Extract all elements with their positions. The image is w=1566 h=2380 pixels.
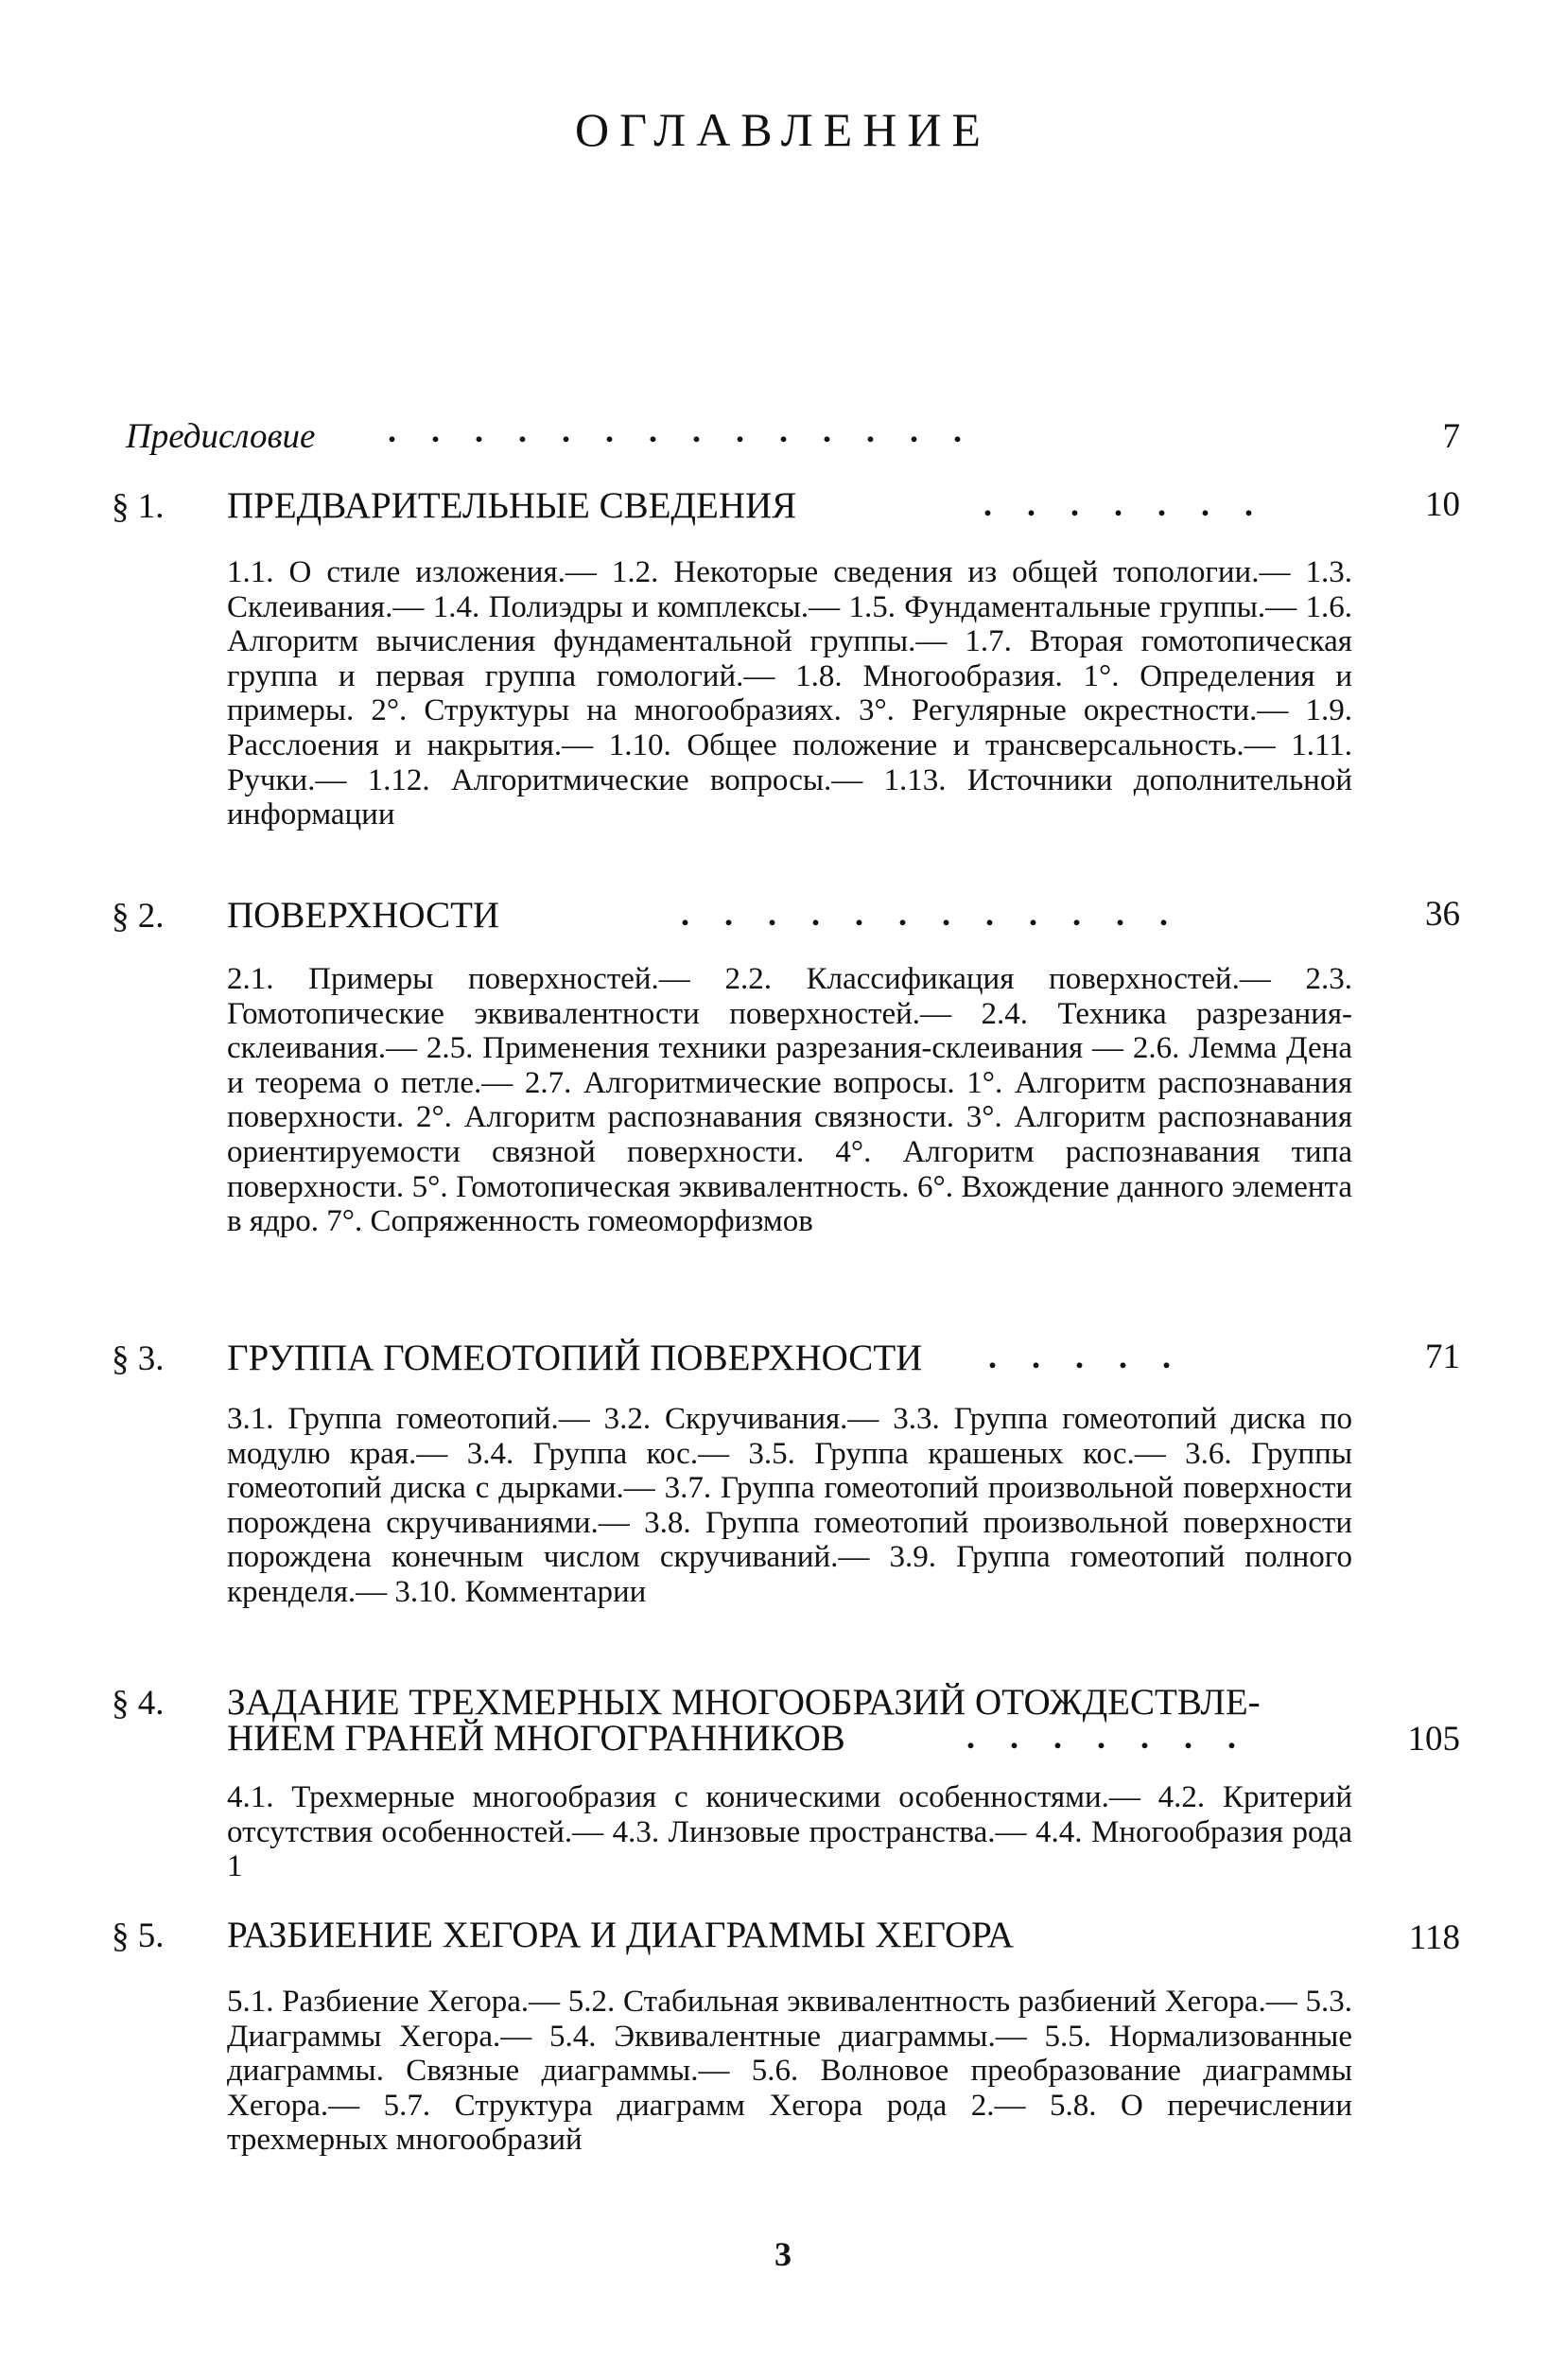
- section-4-title-line1: ЗАДАНИЕ ТРЕХМЕРНЫХ МНОГООБРАЗИЙ ОТОЖДЕСТВЛЕ-: [227, 1682, 1261, 1723]
- preface-label: Предисловие: [126, 417, 316, 456]
- section-2-page: 36: [1425, 895, 1460, 934]
- section-1-title: ПРЕДВАРИТЕЛЬНЫЕ СВЕДЕНИЯ: [227, 485, 797, 526]
- section-5-page: 118: [1408, 1918, 1460, 1957]
- section-3-leader-dots: . . . . .: [988, 1338, 1184, 1375]
- section-3-number: § 3.: [112, 1339, 165, 1378]
- section-2-number: § 2.: [112, 897, 165, 936]
- section-4-page: 105: [1407, 1720, 1460, 1759]
- section-5-number: § 5.: [112, 1916, 165, 1955]
- section-4-contents: 4.1. Трехмерные многообразия с коническими особенностями.— 4.2. Критерий отсутствия особенностей.— 4.3. Линзовые пространства.— 4.4. Многообразия рода 1: [227, 1780, 1352, 1884]
- section-1-leader-dots: . . . . . . .: [983, 485, 1266, 523]
- page-title: ОГЛАВЛЕНИЕ: [575, 103, 991, 156]
- section-5-title: РАЗБИЕНИЕ ХЕГОРА И ДИАГРАММЫ ХЕГОРА: [227, 1915, 1015, 1955]
- section-1-number: § 1.: [112, 487, 165, 526]
- section-3-contents: 3.1. Группа гомеотопий.— 3.2. Скручивания.— 3.3. Группа гомеотопий диска по модулю края.— 3.4. Группа кос.— 3.5. Группа крашеных кос.— 3.6. Группы гомеотопий диска с дырками.— 3.7. Группа гомеотопий произвольной поверхности порождена скручиваниями.— 3.8. Группа гомеотопий произвольной поверхности порождена конечным числом скручиваний.— 3.9. Группа гомеотопий полного кренделя.— 3.10. Комментарии: [227, 1402, 1352, 1609]
- section-3-page: 71: [1425, 1338, 1460, 1376]
- section-1-page: 10: [1425, 485, 1460, 524]
- section-4-leader-dots: . . . . . . .: [966, 1718, 1249, 1756]
- section-4-number: § 4.: [112, 1684, 165, 1723]
- section-1-contents: 1.1. О стиле изложения.— 1.2. Некоторые сведения из общей топологии.— 1.3. Склеивания.— 1.4. Полиэдры и комплексы.— 1.5. Фундаментальные группы.— 1.6. Алгоритм вычисления фундаментальной группы.— 1.7. Вторая гомотопическая группа и первая группа гомологий.— 1.8. Многообразия. 1°. Определения и примеры. 2°. Структуры на многообразиях. 3°. Регулярные окрестности.— 1.9. Расслоения и накрытия.— 1.10. Общее положение и трансверсальность.— 1.11. Ручки.— 1.12. Алгоритмические вопросы.— 1.13. Источники дополнительной информации: [227, 555, 1352, 832]
- page-number: 3: [774, 2235, 792, 2273]
- preface-page: 7: [1442, 417, 1460, 456]
- section-5-contents: 5.1. Разбиение Хегора.— 5.2. Стабильная эквивалентность разбиений Хегора.— 5.3. Диаграммы Хегора.— 5.4. Эквивалентные диаграммы.— 5.5. Нормализованные диаграммы. Связные диаграммы.— 5.6. Волновое преобразование диаграммы Хегора.— 5.7. Структура диаграмм Хегора рода 2.— 5.8. О перечислении трехмерных многообразий: [227, 1985, 1352, 2158]
- section-4-title-line2: НИЕМ ГРАНЕЙ МНОГОГРАННИКОВ: [227, 1718, 845, 1759]
- section-2-leader-dots: . . . . . . . . . . . .: [681, 895, 1181, 933]
- section-3-title: ГРУППА ГОМЕОТОПИЙ ПОВЕРХНОСТИ: [227, 1338, 923, 1378]
- section-2-title: ПОВЕРХНОСТИ: [227, 895, 500, 936]
- preface-leader-dots: . . . . . . . . . . . . . .: [388, 411, 975, 449]
- section-2-contents: 2.1. Примеры поверхностей.— 2.2. Классификация поверхностей.— 2.3. Гомотопические эквивалентности поверхностей.— 2.4. Техника разрезания-склеивания.— 2.5. Применения техники разрезания-склеивания — 2.6. Лемма Дена и теорема о петле.— 2.7. Алгоритмические вопросы. 1°. Алгоритм распознавания поверхности. 2°. Алгоритм распознавания связности. 3°. Алгоритм распознавания ориентируемости связной поверхности. 4°. Алгоритм распознавания типа поверхности. 5°. Гомотопическая эквивалентность. 6°. Вхождение данного элемента в ядро. 7°. Сопряженность гомеоморфизмов: [227, 962, 1352, 1239]
